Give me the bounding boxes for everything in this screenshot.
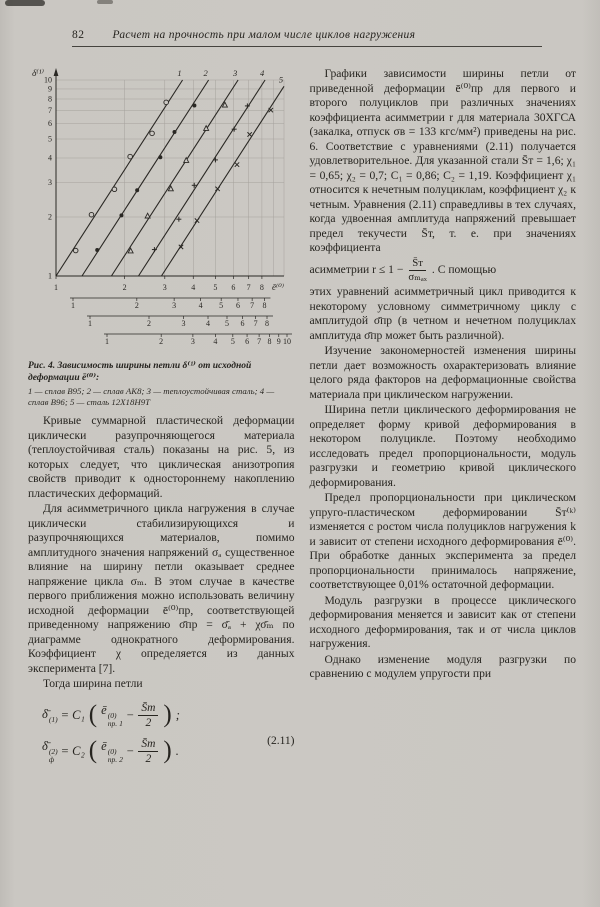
paragraph: Для асимметричного цикла нагружения в случае циклически стабилизирующихся и разупрочняющихся материалов, помимо амплитудного значения напряжений σₐ существенное влияние на ширину петли оказывает среднее напряжение цикла σₘ. В этом случае в качестве первого приближения можно использовать величину исходной деформации ē⁽⁰⁾пр, соответствующей приведенному напряжению σ̄пр = σ̄ₐ + χσ̄ₘ по диаграмме однократного деформирования. Коэффициент χ определяется из данных эксперимента [7]. [28, 502, 295, 675]
eq2-rel: = [60, 744, 70, 759]
eq1-arg: ē (0) пр. 1 [101, 703, 123, 728]
svg-text:2: 2 [134, 301, 139, 310]
svg-text:9: 9 [48, 84, 52, 94]
svg-text:5: 5 [224, 319, 229, 328]
svg-text:7: 7 [246, 283, 251, 292]
svg-text:3: 3 [181, 319, 186, 328]
svg-text:8: 8 [265, 319, 270, 328]
eq2-fraction: $\frac{S̄т}{2}$ [138, 738, 158, 765]
svg-text:6: 6 [245, 337, 250, 346]
svg-text:7: 7 [48, 105, 52, 115]
svg-text:1: 1 [48, 271, 52, 281]
left-column [28, 66, 295, 899]
svg-text:8: 8 [259, 283, 264, 292]
eq2-lhs: δ̄ (2) ф [42, 739, 58, 764]
svg-text:2: 2 [48, 212, 52, 222]
inline-formula [310, 258, 577, 284]
equation-number: (2.11) [267, 735, 295, 748]
figure-caption-title: Рис. 4. Зависимость ширины петли δ⁽¹⁾ от исходной деформации ē⁽⁰⁾: [28, 361, 252, 383]
svg-text:8: 8 [267, 337, 272, 346]
svg-text:1: 1 [105, 337, 109, 346]
eq1-fraction: $\frac{S̄т}{2}$ [138, 702, 158, 729]
svg-text:10: 10 [283, 337, 291, 346]
scan-artifact [5, 0, 45, 6]
svg-text:2: 2 [122, 283, 127, 292]
running-title: Расчет на прочность при малом числе циклов нагружения [112, 29, 416, 41]
svg-text:6: 6 [240, 319, 245, 328]
paragraph: Изучение закономерностей изменения ширины петли дает возможность охарактеризовать влияние целого ряда факторов на деформационные свойства материала при циклическом нагружении. [309, 344, 576, 401]
eq2-arg: ē (0) пр. 2 [101, 739, 123, 764]
svg-text:1: 1 [54, 283, 58, 292]
paragraph: Однако изменение модуля разгрузки по сравнению с модулем упругости при [309, 652, 576, 681]
eq2-tail: . [175, 744, 179, 759]
svg-text:1: 1 [88, 319, 92, 328]
paragraph: этих уравнений асимметричный цикл приводится к некоторому условному симметричному циклу с амплитудой σ̄пр (в четном и нечетном полуциклах амплитуда σ̄пр может быть различной). [309, 285, 576, 342]
svg-text:8: 8 [262, 301, 267, 310]
svg-text:ē⁽⁰⁾: ē⁽⁰⁾ [272, 282, 285, 292]
svg-text:1: 1 [71, 301, 75, 310]
figure-4 [28, 66, 295, 407]
paragraph: Тогда ширина петли [43, 677, 143, 691]
eq2-op: − [125, 744, 135, 759]
paragraph: Кривые суммарной пластической деформации циклически разупрочняющегося материала (теплоустойчивая сталь) показаны на рис. 5, из которых следует, что циклическая анизотропия свойств приводит к одностороннему накоплению пластических деформаций. [28, 414, 295, 500]
svg-text:7: 7 [253, 319, 258, 328]
svg-text:4: 4 [191, 283, 196, 292]
svg-text:6: 6 [231, 283, 236, 292]
svg-text:6: 6 [235, 301, 240, 310]
eq1-lhs: δ̄ (1) [42, 707, 58, 725]
loop-width-vs-strain-chart [30, 66, 292, 358]
svg-text:2: 2 [159, 337, 164, 346]
svg-text:3: 3 [232, 68, 238, 78]
svg-text:10: 10 [44, 75, 52, 85]
paragraph: Ширина петли циклического деформирования не определяет форму кривой деформирования в некотором полуцикле. Поэтому необходимо исследовать предел пропорциональности, модуль разгрузки и геометрию кривой циклического деформирования. [309, 403, 576, 489]
svg-text:7: 7 [250, 301, 255, 310]
eq1-coef: C₁ [72, 708, 85, 722]
svg-text:5: 5 [278, 74, 284, 85]
page-number: 82 [72, 29, 85, 41]
svg-text:2: 2 [203, 68, 208, 78]
eq1-rel: = [60, 708, 70, 722]
svg-text:5: 5 [48, 134, 52, 144]
svg-text:6: 6 [48, 119, 52, 129]
eq1-op: − [125, 708, 135, 722]
svg-text:2: 2 [147, 319, 152, 328]
paragraph: Предел пропорциональности при циклическом упруго-пластическом деформировании S̄т⁽ᵏ⁾ изменяется с ростом числа полуциклов нагружения k и зависит от степени исходного деформирования ē⁽⁰⁾. При обработке данных эксперимента за предел пропорциональности принималось напряжение, соответствующее 0,01% остаточной деформации. [309, 491, 576, 592]
svg-text:3: 3 [48, 178, 52, 188]
svg-text:8: 8 [48, 94, 52, 104]
svg-text:3: 3 [172, 301, 177, 310]
two-column-layout [28, 66, 576, 899]
paragraph: Графики зависимости ширины петли от приведенной деформации ē⁽⁰⁾пр для первого и второго полуциклов при различных значениях коэффициента асимметрии r для материала 30ХГСА (закалка, отпуск σв = 133 кгс/мм²) приведены на рис. 6. Соответствие с уравнениями (2.11) получается удовлетворительное. Для указанной стали S̄т = 1,6; χ₁ = 0,65; χ₂ = 0,7; C₁ = 0,86; C₂ = 1,19. Коэффициент χ₁ относится к нечетным полуциклам, коэффициент χ₂ к четным. Уравнения (2.11) справедливы в тех случаях, когда удвоенная амплитуда напряжений превышает предел текучести S̄т, т. е. при значениях коэффициента [309, 67, 576, 254]
svg-text:δ⁽¹⁾: δ⁽¹⁾ [32, 69, 44, 79]
svg-text:4: 4 [259, 68, 265, 78]
svg-text:1: 1 [177, 68, 182, 78]
equation-1: δ̄ (1) = C₁ ( ē (0) пр. 1 − $\frac{S̄т}{2}$ ) ; [42, 700, 180, 729]
scan-artifact [97, 0, 113, 4]
svg-text:4: 4 [48, 153, 52, 163]
svg-text:5: 5 [213, 283, 218, 292]
svg-text:4: 4 [213, 337, 218, 346]
running-header [72, 29, 542, 47]
svg-text:7: 7 [257, 337, 262, 346]
svg-text:5: 5 [219, 301, 224, 310]
eq2-coef: C₂ [72, 744, 85, 759]
formula-fraction: $\frac{S̄т}{\text{σₘₐₓ}}$ [408, 256, 427, 283]
figure-caption-legend: 1 — сплав В95; 2 — сплав АК8; 3 — теплоустойчивая сталь; 4 — сплав В96; 5 — сталь 12Х18Н9Т [28, 386, 275, 407]
formula-pre: асимметрии r ≤ 1 − [309, 263, 404, 277]
eq1-tail: ; [175, 708, 180, 722]
svg-text:4: 4 [198, 301, 203, 310]
svg-text:3: 3 [190, 337, 195, 346]
equation-block [28, 702, 295, 765]
figure-caption [28, 361, 295, 407]
right-column [310, 66, 577, 899]
formula-post: . С помощью [431, 263, 497, 277]
svg-text:3: 3 [162, 283, 167, 292]
svg-text:5: 5 [230, 337, 235, 346]
svg-text:9: 9 [276, 337, 281, 346]
paragraph: Модуль разгрузки в процессе циклического деформирования меняется и зависит как от степени исходного деформирования, так и от числа циклов нагружения. [309, 593, 576, 651]
equation-2: δ̄ (2) ф = C₂ ( ē (0) пр. 2 − $\frac{S̄т}{2}$ ) . [42, 737, 179, 765]
svg-text:4: 4 [206, 319, 211, 328]
